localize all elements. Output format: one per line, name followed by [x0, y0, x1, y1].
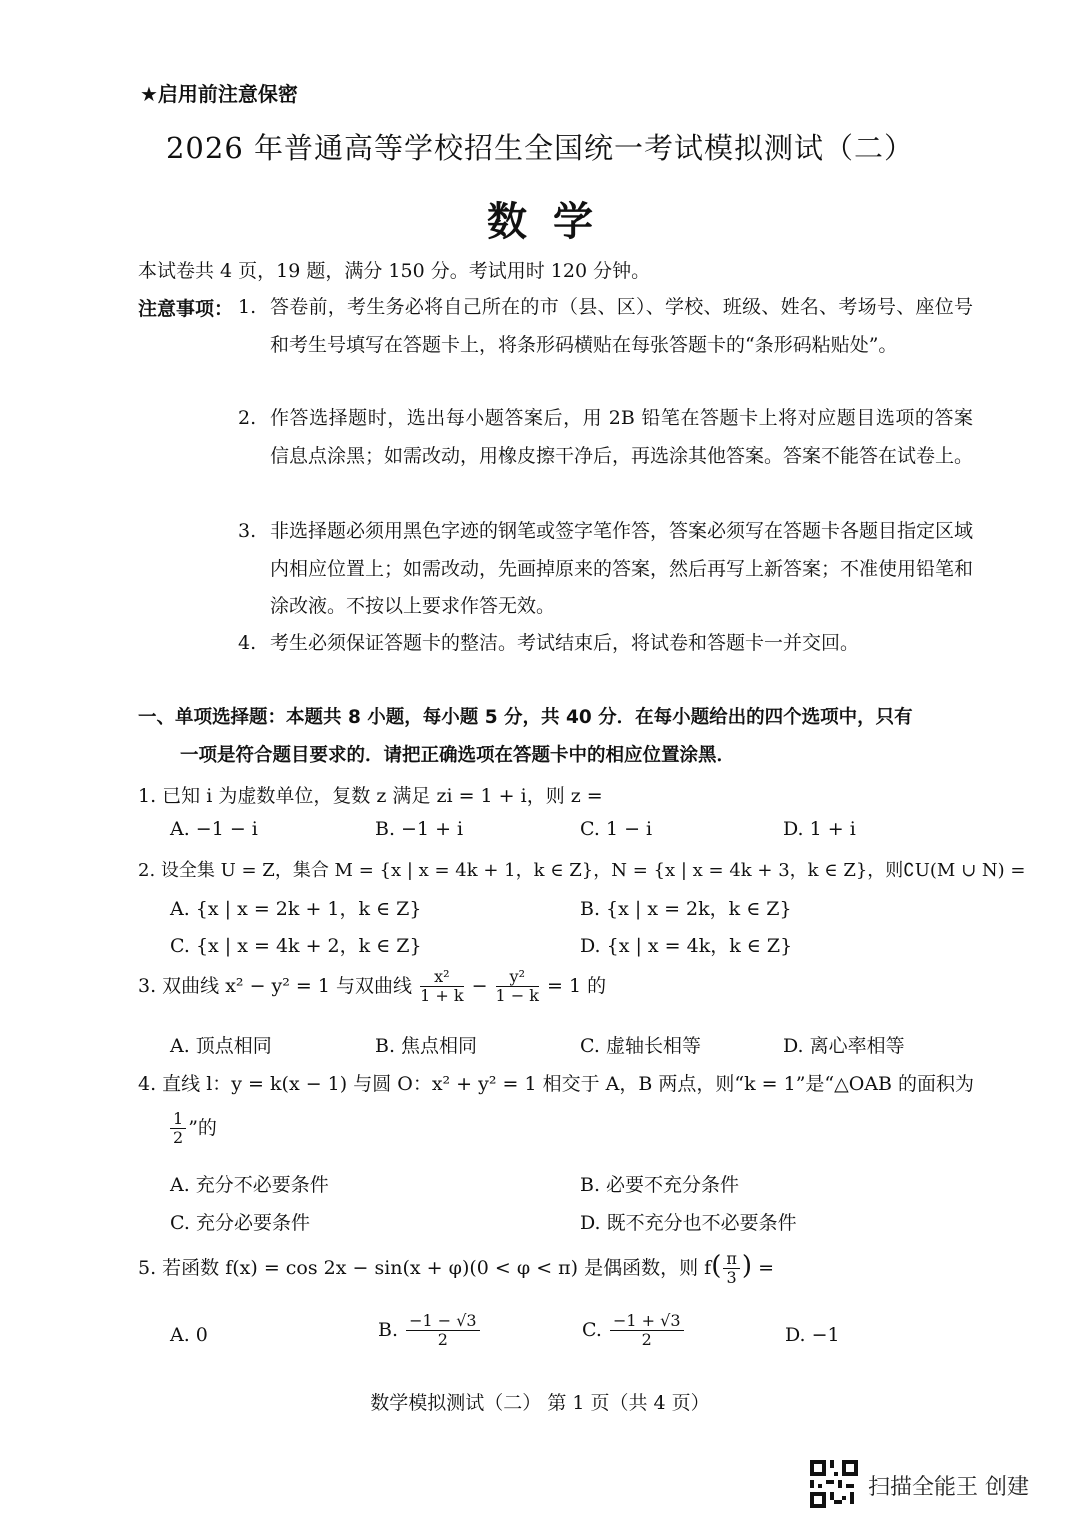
fraction-denominator: 3 — [726, 1268, 737, 1288]
fraction-numerator: −1 + √3 — [610, 1312, 684, 1331]
question-5-option-a: A. 0 — [170, 1324, 208, 1346]
question-4-option-a: A. 充分不必要条件 — [170, 1174, 329, 1196]
fraction-denominator: 2 — [173, 1128, 184, 1148]
scanner-brand: 扫描全能王 创建 — [868, 1475, 1029, 1500]
question-2-option-a: A. {x | x = 2k + 1，k ∈ Z} — [170, 898, 422, 920]
question-5-option-b — [378, 1312, 482, 1350]
question-3-option-b: B. 焦点相同 — [375, 1035, 478, 1057]
question-5-stem-start: 5. 若函数 f(x) = cos 2x − sin(x + φ)(0 < φ < π) 是偶函数，则 f — [138, 1256, 712, 1279]
question-3-option-c: C. 虚轴长相等 — [580, 1035, 701, 1057]
notice-number: 3. — [238, 520, 257, 542]
notice-item — [238, 625, 973, 663]
fraction-denominator: 2 — [437, 1330, 448, 1350]
equals-sign: = — [758, 1256, 774, 1279]
question-4-stem-continued — [168, 1110, 217, 1148]
fraction — [170, 1110, 186, 1148]
question-1-option-c: C. 1 − i — [580, 818, 653, 840]
exam-info: 本试卷共 4 页，19 题，满分 150 分。考试用时 120 分钟。 — [138, 260, 651, 282]
fraction-numerator: −1 − √3 — [406, 1312, 480, 1331]
question-3-stem — [138, 968, 606, 1006]
question-5-option-c — [582, 1312, 686, 1350]
question-3-option-a: A. 顶点相同 — [170, 1035, 272, 1057]
section-heading — [138, 699, 973, 775]
confidential-mark: ★启用前注意保密 — [140, 82, 298, 106]
notice-text: 答卷前，考生务必将自己所在的市（县、区）、学校、班级、姓名、考场号、座位号和考生号填写在答题卡上，将条形码横贴在每张答题卡的“条形码粘贴处”。 — [270, 296, 973, 356]
subject-title: 数学 — [487, 199, 619, 245]
fraction — [496, 968, 539, 1006]
notice-label: 注意事项： — [138, 298, 234, 320]
fraction-numerator: π — [723, 1250, 740, 1269]
question-4-option-d: D. 既不充分也不必要条件 — [580, 1212, 797, 1234]
question-1-stem: 1. 已知 i 为虚数单位，复数 z 满足 zi = 1 + i，则 z = — [138, 785, 603, 807]
question-1-option-d: D. 1 + i — [783, 818, 856, 840]
question-1-option-a: A. −1 − i — [170, 818, 258, 840]
notice-item — [238, 400, 973, 475]
notice-number: 2. — [238, 407, 257, 429]
notice-number: 1. — [238, 296, 257, 318]
option-label: B. — [378, 1318, 399, 1341]
notice-text: 考生必须保证答题卡的整洁。考试结束后，将试卷和答题卡一并交回。 — [270, 632, 860, 654]
question-2-stem: 2. 设全集 U = Z，集合 M = {x | x = 4k + 1，k ∈ Z}，N = {x | x = 4k + 3，k ∈ Z}，则∁U(M ∪ N) = — [138, 860, 1026, 881]
fraction-numerator: x² — [420, 968, 463, 987]
notice-text: 作答选择题时，选出每小题答案后，用 2B 铅笔在答题卡上将对应题目选项的答案信息点涂黑；如需改动，用橡皮擦干净后，再选涂其他答案。答案不能答在试卷上。 — [270, 407, 974, 467]
option-label: C. — [582, 1318, 602, 1341]
fraction-numerator: y² — [496, 968, 539, 987]
fraction-denominator: 1 − k — [495, 986, 539, 1006]
fraction — [420, 968, 463, 1006]
question-3-option-d: D. 离心率相等 — [783, 1035, 905, 1057]
exam-title: 2026 年普通高等学校招生全国统一考试模拟测试（二） — [165, 131, 915, 165]
page-footer: 数学模拟测试（二） 第 1 页（共 4 页） — [370, 1392, 710, 1414]
qr-code-icon — [810, 1460, 858, 1508]
question-4-option-c: C. 充分必要条件 — [170, 1212, 310, 1234]
question-4-stem: 4. 直线 l：y = k(x − 1) 与圆 O：x² + y² = 1 相交于 A，B 两点，则“k = 1”是“△OAB 的面积为 — [138, 1073, 975, 1095]
section-heading-line: 一、单项选择题：本题共 8 小题，每小题 5 分，共 40 分．在每小题给出的四个选项中，只有 — [138, 707, 913, 728]
notice-text: 非选择题必须用黑色字迹的钢笔或签字笔作答，答案必须写在答题卡各题目指定区域内相应位置上；如需改动，先画掉原来的答案，然后再写上新答案；不准使用铅笔和涂改液。不按以上要求作答无效。 — [270, 520, 974, 617]
question-5-option-d: D. −1 — [785, 1324, 840, 1346]
fraction-numerator: 1 — [170, 1110, 186, 1129]
notice-item — [238, 513, 973, 626]
question-1-option-b: B. −1 + i — [375, 818, 464, 840]
fraction-denominator: 2 — [641, 1330, 652, 1350]
question-2-option-c: C. {x | x = 4k + 2，k ∈ Z} — [170, 935, 422, 957]
question-3-stem-end: = 1 的 — [547, 974, 607, 997]
question-3-stem-start: 3. 双曲线 x² − y² = 1 与双曲线 — [138, 974, 413, 997]
fraction — [610, 1312, 684, 1350]
question-5-stem: 5. 若函数 f(x) = cos 2x − sin(x + φ)(0 < φ < π) 是偶函数，则 f( $\frac{\pi}{3}$ ) = — [138, 1249, 774, 1288]
notice-number: 4. — [238, 632, 257, 654]
question-4-option-b: B. 必要不充分条件 — [580, 1174, 740, 1196]
question-2-option-d: D. {x | x = 4k，k ∈ Z} — [580, 935, 793, 957]
minus-sign: − — [471, 974, 488, 997]
question-4-stem-end: ”的 — [188, 1116, 217, 1139]
notice-item — [238, 289, 973, 364]
fraction-denominator: 1 + k — [420, 986, 464, 1006]
section-heading-line: 一项是符合题目要求的．请把正确选项在答题卡中的相应位置涂黑． — [180, 745, 736, 766]
question-2-option-b: B. {x | x = 2k，k ∈ Z} — [580, 898, 792, 920]
fraction — [723, 1250, 740, 1288]
fraction — [406, 1312, 480, 1350]
